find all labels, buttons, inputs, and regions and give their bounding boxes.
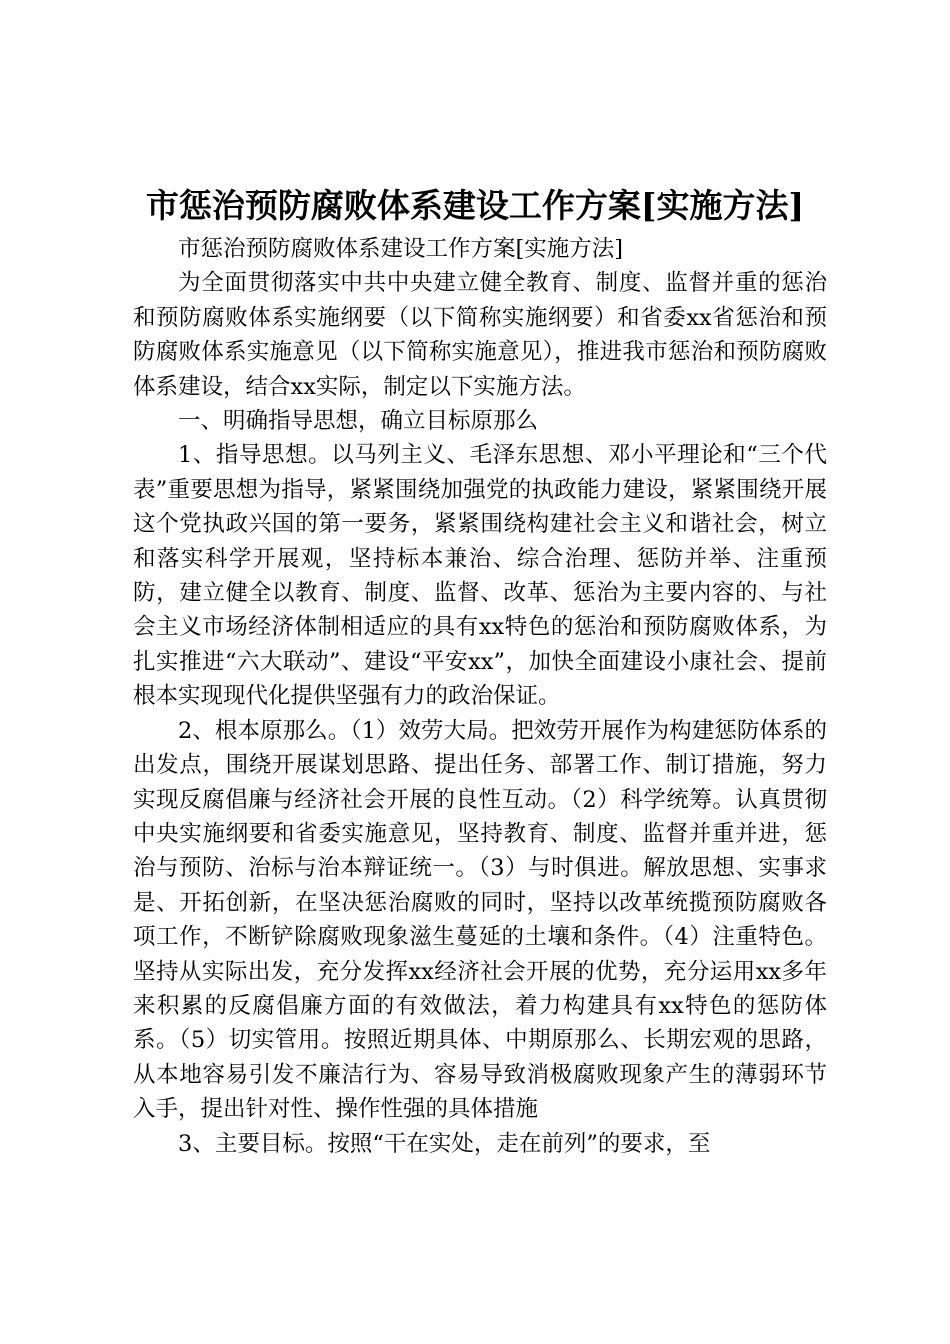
section-heading-1: 一、明确指导思想，确立目标原那么 <box>178 408 539 435</box>
paragraph-basic-principles: 2、根本原那么。（1）效劳大局。把效劳开展作为构建惩防体系的出发点，围绕开展谋划思路、提出任务、部署工作、制订措施，努力实现反腐倡廉与经济社会开展的良性互动。（2）科学统筹。认真贯彻中央实施纲要和省委实施意见，坚持教育、制度、监督并重并进，惩治与预防、治标与治本辩证统一。（3）与时俱进。解放思想、实事求是、开拓创新，在坚决惩治腐败的同时，坚持以改革统揽预防腐败各项工作，不断铲除腐败现象滋生蔓延的土壤和条件。（4）注重特色。坚持从实际出发，充分发挥xx经济社会开展的优势，充分运用xx多年来积累的反腐倡廉方面的有效做法，着力构建具有xx特色的惩防体系。（5）切实管用。按照近期具体、中期原那么、长期宏观的思路，从本地容易引发不廉洁行为、容易导致消极腐败现象产生的薄弱环节入手，提出针对性、操作性强的具体措施 <box>133 717 827 1123</box>
paragraph-subtitle: 市惩治预防腐败体系建设工作方案[实施方法] <box>178 236 624 262</box>
paragraph-main-goals: 3、主要目标。按照“干在实处，走在前列”的要求，至 <box>178 1130 711 1157</box>
document-body <box>133 232 827 1161</box>
paragraph-guiding-thought: 1、指导思想。以马列主义、毛泽东思想、邓小平理论和“三个代表”重要思想为指导，紧紧围绕加强党的执政能力建设，紧紧围绕开展这个党执政兴国的第一要务，紧紧围绕构建社会主义和谐社会，树立和落实科学开展观，坚持标本兼治、综合治理、惩防并举、注重预防，建立健全以教育、制度、监督、改革、惩治为主要内容的、与社会主义市场经济体制相适应的具有xx特色的惩治和预防腐败体系，为扎实推进“六大联动”、建设“平安xx”，加快全面建设小康社会、提前根本实现现代化提供坚强有力的政治保证。 <box>133 442 827 710</box>
document-title: 市惩治预防腐败体系建设工作方案[实施方法] <box>145 186 805 225</box>
paragraph-intro: 为全面贯彻落实中共中央建立健全教育、制度、监督并重的惩治和预防腐败体系实施纲要（以下简称实施纲要）和省委xx省惩治和预防腐败体系实施意见（以下简称实施意见），推进我市惩治和预防腐败体系建设，结合xx实际，制定以下实施方法。 <box>133 270 827 400</box>
